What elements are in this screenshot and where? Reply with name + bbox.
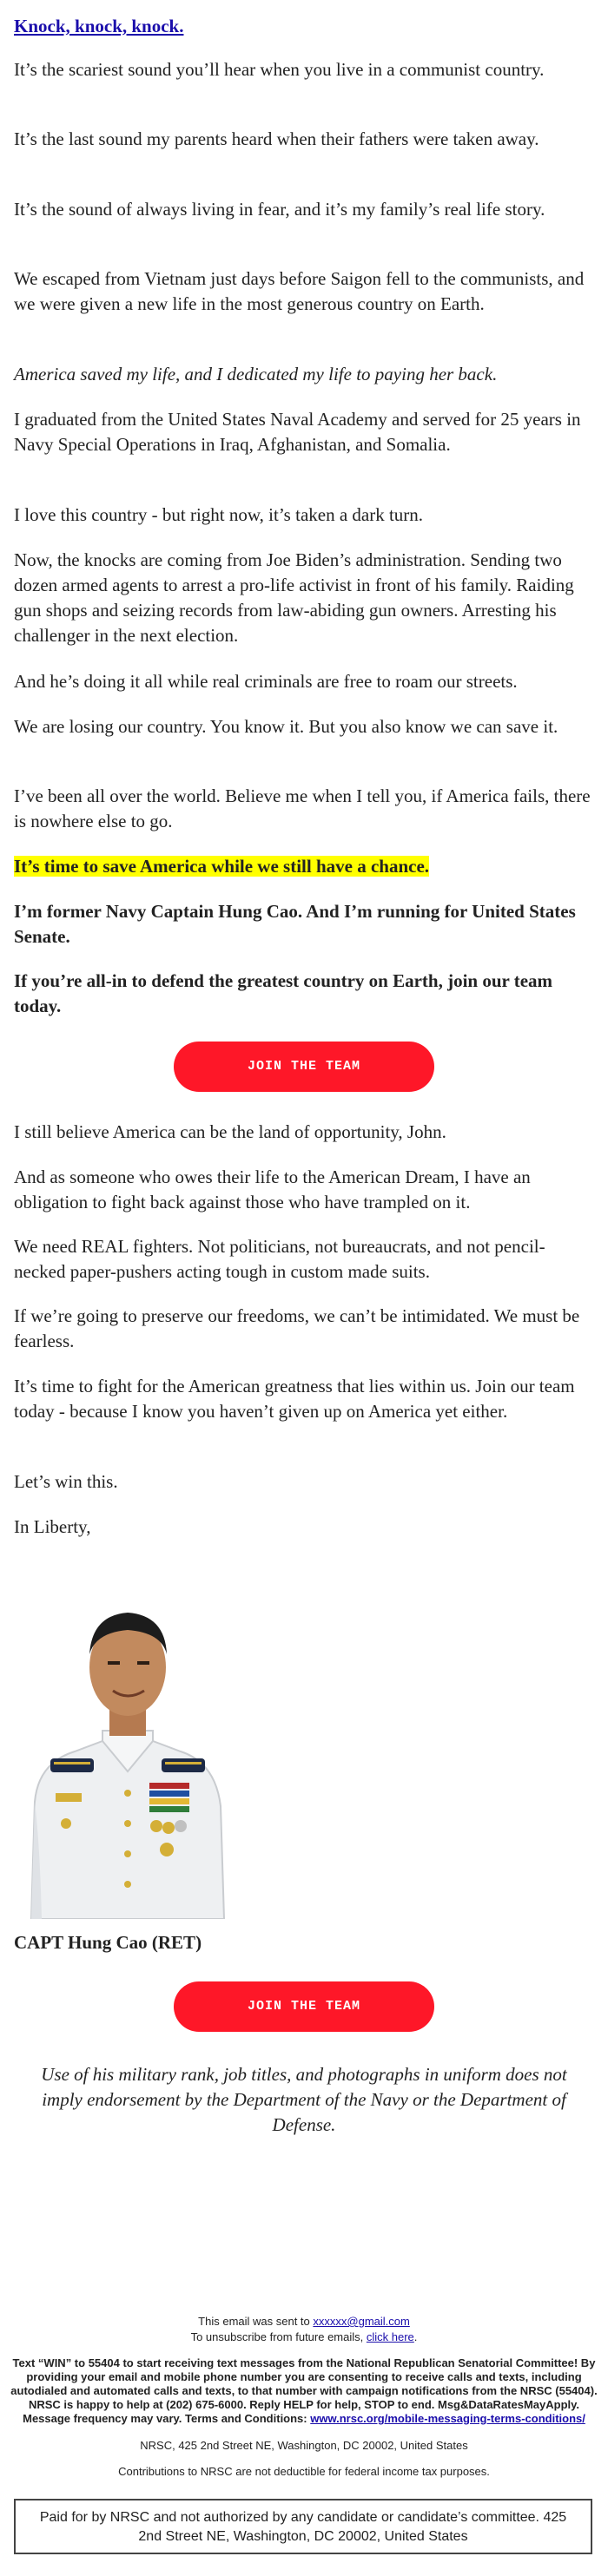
paragraph-italic: America saved my life, and I dedicated my life to paying her back. <box>14 364 498 384</box>
paragraph: I still believe America can be the land of opportunity, John. <box>14 1121 446 1142</box>
paragraph: I love this country - but right now, it’s taken a dark turn. <box>14 504 424 525</box>
paragraph: It’s time to fight for the American greatness that lies within us. Join our team today - because I know you haven’t given up on America yet either. <box>14 1376 575 1422</box>
paragraph-bold: I’m former Navy Captain Hung Cao. And I’m running for United States Senate. <box>14 901 576 947</box>
disclaimer: Use of his military rank, job titles, and photographs in uniform does not imply endorsement by the Department of the Navy or the Department of Defense. <box>41 2064 567 2135</box>
paragraph: And he’s doing it all while real criminals are free to roam our streets. <box>14 671 518 692</box>
sms-terms <box>9 2356 599 2426</box>
paragraph: It’s the last sound my parents heard when their fathers were taken away. <box>14 128 539 149</box>
paid-for-disclaimer: Paid for by NRSC and not authorized by any candidate or candidate’s committee. 425 2nd Street NE, Washington, DC 20002, United States <box>14 2499 592 2554</box>
unsubscribe-suffix: . <box>413 2330 418 2343</box>
paragraph: We escaped from Vietnam just days before Saigon fell to the communists, and we were given a new life in the most generous country on Earth. <box>14 268 585 314</box>
sent-to-line <box>9 2315 599 2329</box>
email-title-link[interactable]: Knock, knock, knock. <box>14 16 184 36</box>
join-the-team-button[interactable]: JOIN THE TEAM <box>174 1042 434 1092</box>
highlighted-paragraph <box>14 854 594 879</box>
paragraph: I graduated from the United States Naval Academy and served for 25 years in Navy Special Operations in Iraq, Afghanistan, and Somalia. <box>14 409 581 455</box>
unsubscribe-link[interactable]: click here <box>366 2330 414 2343</box>
highlight-text: It’s time to save America while we still have a chance. <box>14 856 430 877</box>
join-the-team-button-2[interactable]: JOIN THE TEAM <box>174 1981 434 2032</box>
address-line: NRSC, 425 2nd Street NE, Washington, DC 20002, United States <box>140 2439 468 2452</box>
paragraph: We are losing our country. You know it. But you also know we can save it. <box>14 716 558 737</box>
paragraph: If we’re going to preserve our freedoms, we can’t be intimidated. We must be fearless. <box>14 1305 580 1351</box>
sms-terms-link[interactable]: www.nrsc.org/mobile-messaging-terms-conditions/ <box>310 2412 585 2425</box>
sent-to-prefix: This email was sent to <box>198 2315 314 2328</box>
paragraph: I’ve been all over the world. Believe me when I tell you, if America fails, there is nowhere else to go. <box>14 785 591 831</box>
sms-terms-text: Text “WIN” to 55404 to start receiving text messages from the National Republican Senatorial Committee! By providing your email and mobile phone number you are consenting to receive calls and texts, including autodialed and automated calls and texts, to that number with campaign notifications from the NRSC (55404). NRSC is happy to help at (202) 675-6000. Reply HELP for help, STOP to end. Msg&DataRatesMayApply. Message frequency may vary. Terms and Conditions: <box>10 2356 598 2425</box>
paragraph: It’s the sound of always living in fear, and it’s my family’s real life story. <box>14 199 545 220</box>
paragraph-bold: If you’re all-in to defend the greatest country on Earth, join our team today. <box>14 970 553 1016</box>
unsubscribe-line <box>9 2330 599 2344</box>
unsubscribe-prefix: To unsubscribe from future emails, <box>190 2330 367 2343</box>
paragraph: Let’s win this. <box>14 1471 118 1492</box>
paragraph: In Liberty, <box>14 1516 91 1537</box>
paragraph: And as someone who owes their life to the American Dream, I have an obligation to fight back against those who have trampled on it. <box>14 1166 531 1212</box>
recipient-email-link[interactable]: xxxxxx@gmail.com <box>313 2315 410 2328</box>
signature-name: CAPT Hung Cao (RET) <box>14 1932 202 1953</box>
paragraph: It’s the scariest sound you’ll hear when you live in a communist country. <box>14 59 545 80</box>
candidate-photo <box>23 1585 229 1919</box>
paragraph: Now, the knocks are coming from Joe Biden’s administration. Sending two dozen armed agents to arrest a pro-life activist in front of his family. Raiding gun shops and seizing records from law-abiding gun owners. Arresting his challenger in the next election. <box>14 549 574 646</box>
paragraph: We need REAL fighters. Not politicians, not bureaucrats, and not pencil-necked paper-pushers acting tough in custom made suits. <box>14 1236 545 1282</box>
tax-note: Contributions to NRSC are not deductible for federal income tax purposes. <box>118 2465 490 2478</box>
